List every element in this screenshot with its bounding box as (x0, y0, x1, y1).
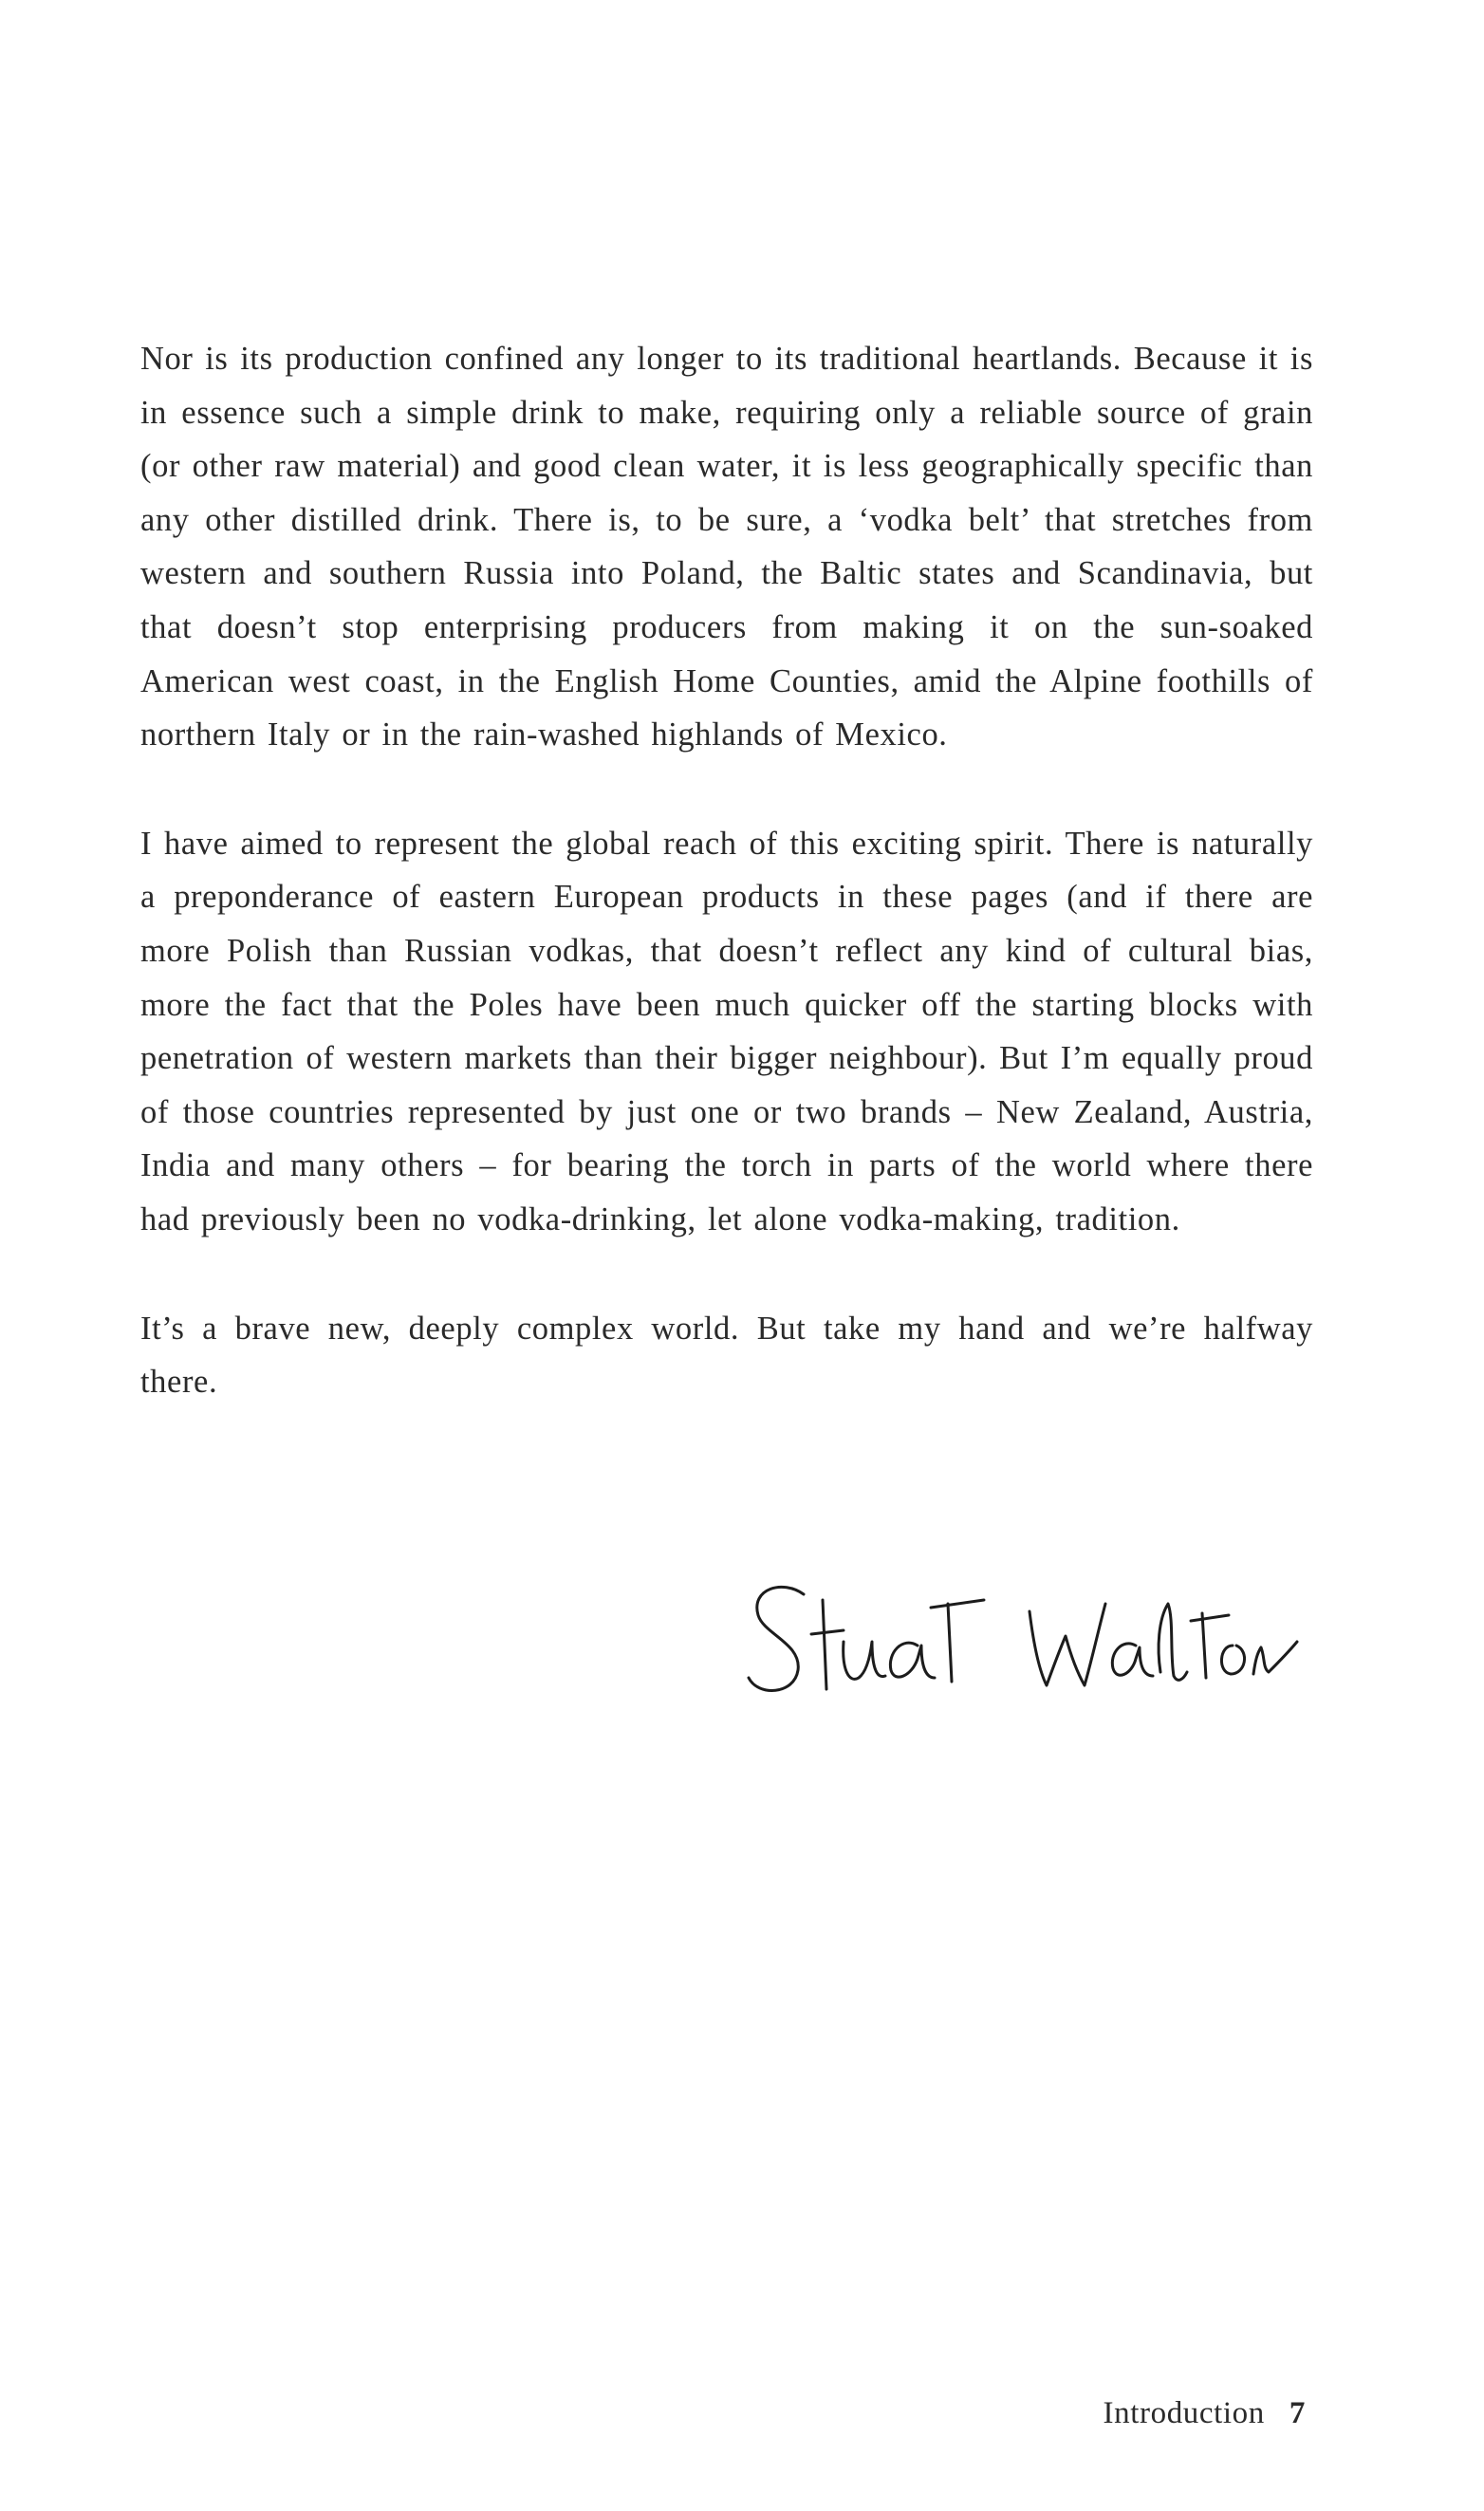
body-text (140, 332, 1313, 1464)
paragraph-2: I have aimed to represent the global reach of this exciting spirit. There is naturally a preponderance of eastern European products in these pages (and if there are more Polish than Russian vodkas, that doesn’t reflect any kind of cultural bias, more the fact that the Poles have been much quicker off the starting blocks with penetration of western markets than their bigger neighbour). But I’m equally proud of those countries represented by just one or two brands – New Zealand, Austria, India and many others – for bearing the torch in parts of the world where there had previously been no vodka-drinking, let alone vodka-making, tradition. (140, 825, 1313, 1237)
page-number: 7 (1289, 2396, 1306, 2430)
paragraph-1: Nor is its production confined any longer to its traditional heartlands. Because it is in essence such a simple drink to make, requiring only a reliable source of grain (or other raw material) and good clean water, it is less geographically specific than any other distilled drink. There is, to be sure, a ‘vodka belt’ that stretches from western and southern Russia into Poland, the Baltic states and Scandinavia, but that doesn’t stop enterprising producers from making it on the sun-soaked American west coast, in the English Home Counties, amid the Alpine foothills of northern Italy or in the rain-washed highlands of Mexico. (140, 341, 1313, 753)
paragraph-3: It’s a brave new, deeply complex world. But take my hand and we’re halfway there. (140, 1310, 1313, 1401)
signature-drawing (745, 1566, 1314, 1718)
section-title: Introduction (1103, 2396, 1265, 2430)
page-footer (1104, 2396, 1306, 2431)
author-signature (745, 1566, 1314, 1718)
